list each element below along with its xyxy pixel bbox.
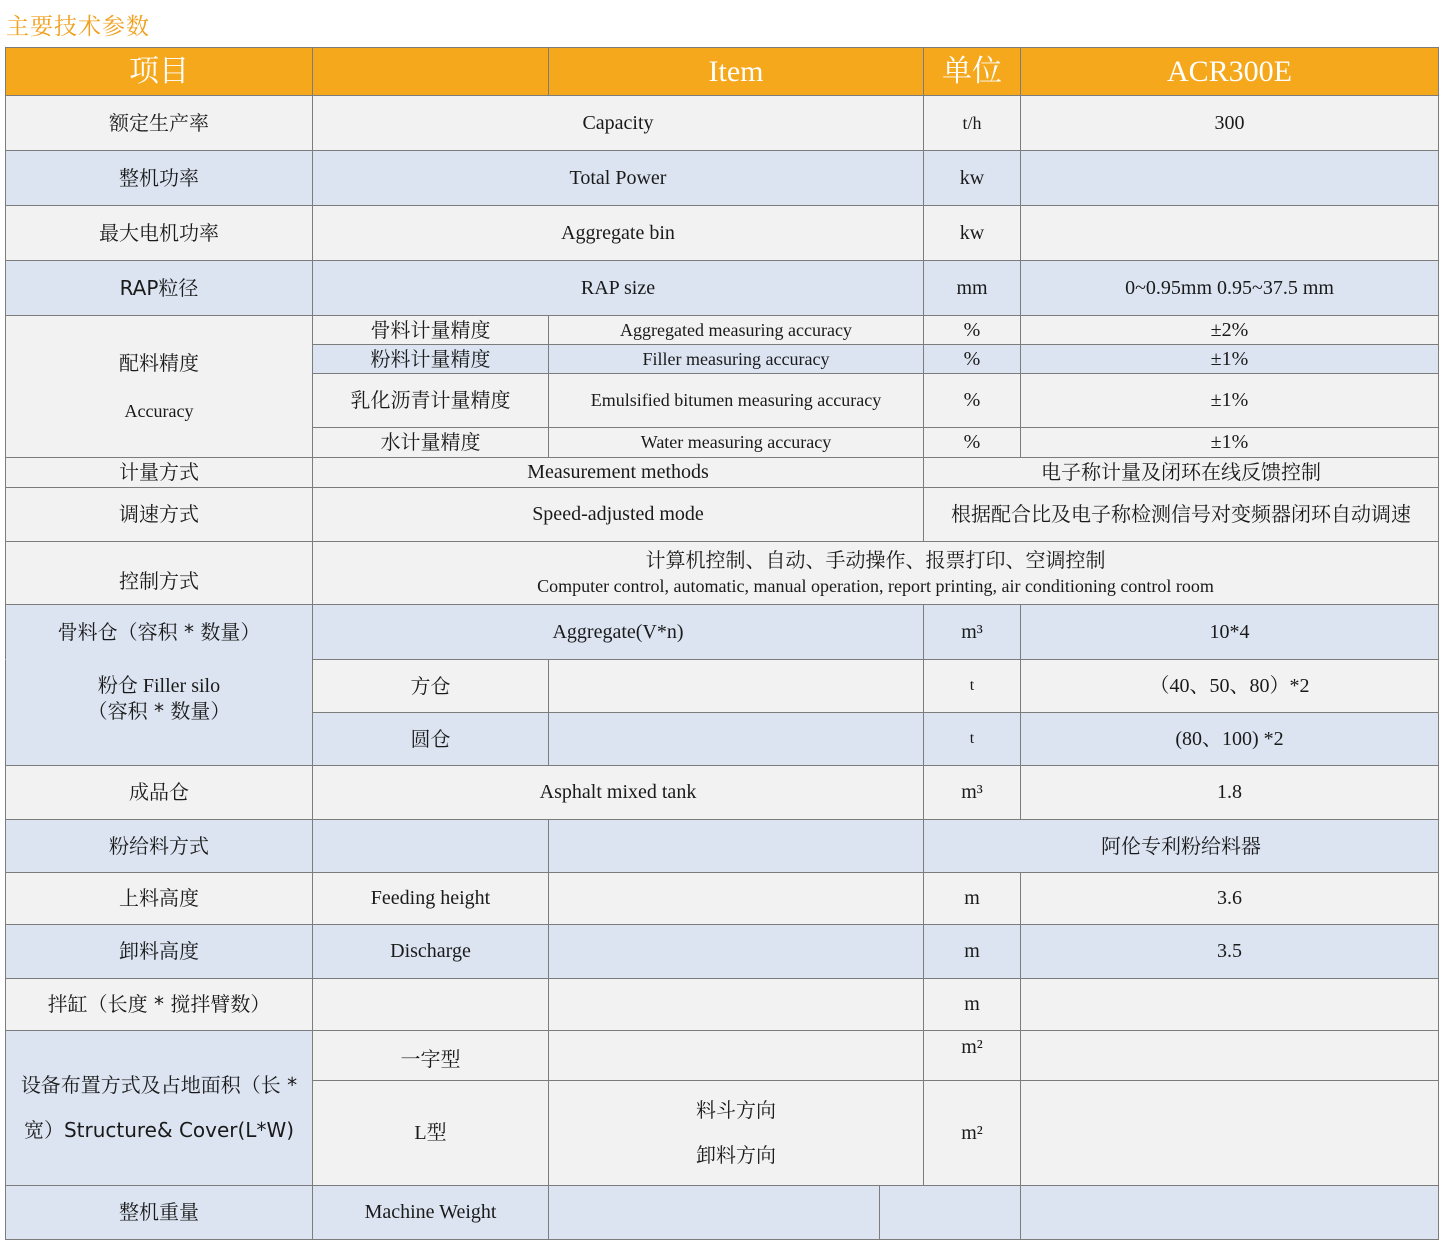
value-feeding-height: 3.6: [1020, 872, 1439, 925]
discharge-empty: [548, 924, 924, 979]
layout-l-text: L型: [414, 1121, 447, 1144]
filler-square-unit: t: [923, 659, 1021, 713]
filler-silo-line1: 粉仓 Filler silo: [97, 675, 221, 697]
accuracy-item-unit: %: [923, 315, 1021, 345]
label-rap: RAP粒径: [5, 260, 313, 316]
label-capacity: 额定生产率: [5, 95, 313, 151]
accuracy-item-value: ±1%: [1020, 373, 1439, 428]
filler-feed-empty: [548, 819, 924, 873]
accuracy-item-en: Water measuring accuracy: [548, 427, 924, 458]
value-mixer: [1020, 978, 1439, 1031]
filler-square-value: （40、50、80）*2: [1020, 659, 1439, 713]
label-accuracy: [5, 315, 313, 458]
label-layout: [5, 1030, 313, 1186]
filler-round-label: 圆仓: [312, 712, 549, 766]
value-total-power: [1020, 150, 1439, 206]
filler-round-unit: t: [923, 712, 1021, 766]
weight-unit: [879, 1185, 1021, 1240]
en-product-bin: Asphalt mixed tank: [312, 765, 924, 820]
label-filler-feed: 粉给料方式: [5, 819, 313, 873]
accuracy-item-value: ±2%: [1020, 315, 1439, 345]
label-metering: 计量方式: [5, 457, 313, 488]
layout-l-label: [312, 1080, 549, 1186]
en-capacity: Capacity: [312, 95, 924, 151]
en-metering: Measurement methods: [312, 457, 924, 488]
layout-straight-label: 一字型: [312, 1030, 549, 1081]
en-max-motor: Aggregate bin: [312, 205, 924, 261]
accuracy-item-value: ±1%: [1020, 427, 1439, 458]
layout-l-dir1: 料斗方向: [696, 1098, 776, 1122]
unit-max-motor: kw: [923, 205, 1021, 261]
value-capacity: 300: [1020, 95, 1439, 151]
label-agg-bin: 骨料仓（容积 * 数量）: [5, 604, 313, 660]
en-rap: RAP size: [312, 260, 924, 316]
unit-rap: mm: [923, 260, 1021, 316]
accuracy-item-en: Aggregated measuring accuracy: [548, 315, 924, 345]
mixer-empty: [312, 978, 549, 1031]
unit-capacity: t/h: [923, 95, 1021, 151]
accuracy-item-unit: %: [923, 427, 1021, 458]
en-discharge: Discharge: [312, 924, 549, 979]
label-discharge: 卸料高度: [5, 924, 313, 979]
header-unit: 单位: [923, 47, 1021, 96]
filler-round-en: [548, 712, 924, 766]
layout-l-directions: [548, 1080, 924, 1186]
en-weight: Machine Weight: [312, 1185, 549, 1240]
accuracy-item-cn: 水计量精度: [312, 427, 549, 458]
accuracy-item-value: ±1%: [1020, 344, 1439, 374]
label-mixer: 拌缸（长度 * 搅拌臂数）: [5, 978, 313, 1031]
unit-total-power: kw: [923, 150, 1021, 206]
header-spacer: [312, 47, 549, 96]
header-item-en: Item: [548, 47, 924, 96]
value-rap: 0~0.95mm 0.95~37.5 mm: [1020, 260, 1439, 316]
page-title: 主要技术参数: [6, 14, 150, 40]
value-product-bin: 1.8: [1020, 765, 1439, 820]
filler-round-value: (80、100) *2: [1020, 712, 1439, 766]
label-total-power: 整机功率: [5, 150, 313, 206]
value-filler-feed: 阿伦专利粉给料器: [923, 819, 1439, 873]
accuracy-item-cn: 乳化沥青计量精度: [312, 373, 549, 428]
unit-mixer: m: [923, 978, 1021, 1031]
value-control: [312, 541, 1439, 605]
en-agg-bin: Aggregate(V*n): [312, 604, 924, 660]
control-cn: 计算机控制、自动、手动操作、报票打印、空调控制: [645, 548, 1106, 573]
label-control: 控制方式: [5, 541, 313, 605]
accuracy-item-unit: %: [923, 373, 1021, 428]
mixer-empty: [548, 978, 924, 1031]
unit-discharge: m: [923, 924, 1021, 979]
accuracy-item-en: Emulsified bitumen measuring accuracy: [548, 373, 924, 428]
value-speed: 根据配合比及电子称检测信号对变频器闭环自动调速: [923, 487, 1439, 542]
layout-straight-value: [1020, 1030, 1439, 1081]
accuracy-item-cn: 骨料计量精度: [312, 315, 549, 345]
filler-silo-line2: （容积 * 数量）: [87, 699, 231, 723]
en-feeding-height: Feeding height: [312, 872, 549, 925]
accuracy-item-unit: %: [923, 344, 1021, 374]
unit-product-bin: m³: [923, 765, 1021, 820]
value-metering: 电子称计量及闭环在线反馈控制: [923, 457, 1439, 488]
layout-straight-unit: m²: [923, 1030, 1021, 1081]
feeding-height-empty: [548, 872, 924, 925]
accuracy-cn: 配料精度: [119, 350, 199, 375]
layout-l-unit: m²: [923, 1080, 1021, 1186]
weight-empty: [548, 1185, 880, 1240]
weight-value: [1020, 1185, 1439, 1240]
value-max-motor: [1020, 205, 1439, 261]
layout-l-dir2: 卸料方向: [696, 1143, 776, 1167]
unit-agg-bin: m³: [923, 604, 1021, 660]
value-discharge: 3.5: [1020, 924, 1439, 979]
header-item-cn: 项目: [5, 47, 313, 96]
control-en: Computer control, automatic, manual operation, report printing, air conditioning control room: [537, 576, 1214, 597]
layout-line2: 宽）Structure& Cover(L*W): [23, 1118, 295, 1142]
accuracy-item-en: Filler measuring accuracy: [548, 344, 924, 374]
label-max-motor: 最大电机功率: [5, 205, 313, 261]
layout-line1: 设备布置方式及占地面积（长 *: [20, 1073, 298, 1097]
value-agg-bin: 10*4: [1020, 604, 1439, 660]
accuracy-en: Accuracy: [124, 400, 194, 421]
en-speed: Speed-adjusted mode: [312, 487, 924, 542]
label-speed: 调速方式: [5, 487, 313, 542]
label-feeding-height: 上料高度: [5, 872, 313, 925]
label-product-bin: 成品仓: [5, 765, 313, 820]
filler-square-label: 方仓: [312, 659, 549, 713]
label-weight: 整机重量: [5, 1185, 313, 1240]
filler-square-en: [548, 659, 924, 713]
header-model: ACR300E: [1020, 47, 1439, 96]
en-total-power: Total Power: [312, 150, 924, 206]
accuracy-item-cn: 粉料计量精度: [312, 344, 549, 374]
layout-straight-empty: [548, 1030, 924, 1081]
label-filler-silo: [5, 659, 313, 766]
filler-feed-empty: [312, 819, 549, 873]
unit-feeding-height: m: [923, 872, 1021, 925]
layout-l-value: [1020, 1080, 1439, 1186]
